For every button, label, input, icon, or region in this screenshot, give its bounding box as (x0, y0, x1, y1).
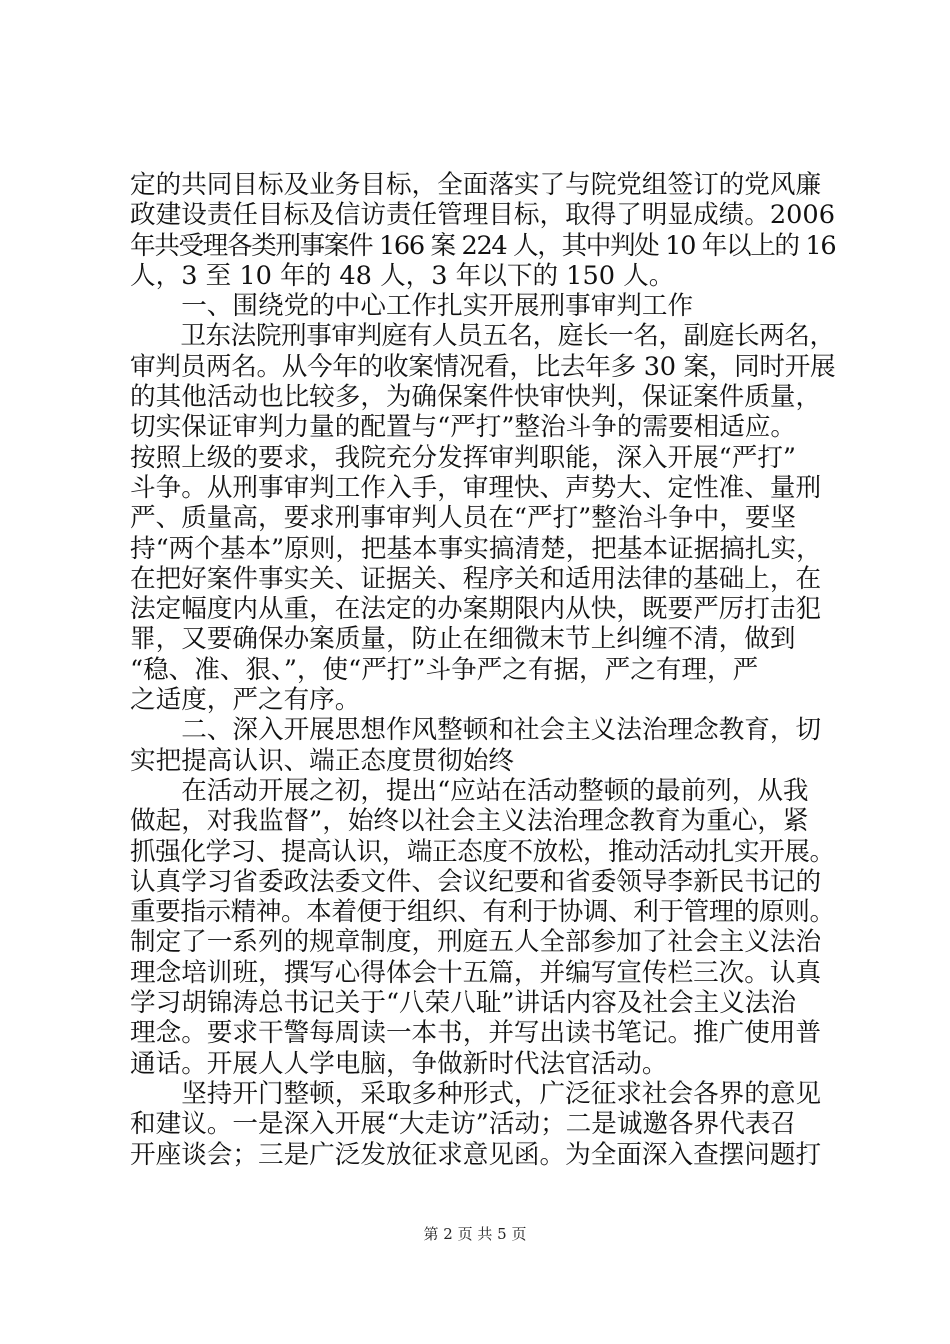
text-line: 切实保证审判力量的配置与“严打”整治斗争的需要相适应。 (130, 412, 797, 443)
document-body (130, 170, 835, 1170)
text-line: 之适度，严之有序。 (130, 685, 361, 716)
text-line: 理念培训班，撰写心得体会十五篇，并编写宣传栏三次。认真 (130, 957, 822, 988)
text-line: 重要指示精神。本着便于组织、有利于协调、利于管理的原则。 (130, 897, 835, 928)
text-line: 罪，又要确保办案质量，防止在细微末节上纠缠不清，做到 (130, 624, 796, 655)
text-line: 理念。要求干警每周读一本书，并写出读书笔记。推广使用普 (130, 1018, 822, 1049)
text-line: 制定了一系列的规章制度，刑庭五人全部参加了社会主义法治 (130, 927, 822, 958)
page-footer: 第 2 页 共 5 页 (423, 1225, 527, 1243)
text-line: “稳、准、狠、”，使“严打”斗争严之有据，严之有理，严 (130, 654, 759, 685)
text-line: 人，3 至 10 年的 48 人，3 年以下的 150 人。 (130, 260, 675, 291)
text-line: 在把好案件事实关、证据关、程序关和适用法律的基础上，在 (130, 563, 822, 594)
text-line: 学习胡锦涛总书记关于“八荣八耻”讲话内容及社会主义法治 (130, 988, 797, 1019)
text-line: 抓强化学习、提高认识，端正态度不放松，推动活动扎实开展。 (130, 836, 835, 867)
text-line: 定的共同目标及业务目标，全面落实了与院党组签订的党风廉 (130, 170, 822, 200)
text-line: 开座谈会；三是广泛发放征求意见函。为全面深入查摆问题打 (130, 1139, 822, 1170)
text-line: 按照上级的要求，我院充分发挥审判职能，深入开展“严打” (130, 442, 797, 473)
text-line: 一、围绕党的中心工作扎实开展刑事审判工作 (130, 291, 694, 322)
text-line: 政建设责任目标及信访责任管理目标，取得了明显成绩。2006 (130, 200, 835, 231)
text-line: 持“两个基本”原则，把基本事实搞清楚，把基本证据搞扎实， (130, 533, 822, 564)
text-line: 在活动开展之初，提出“应站在活动整顿的最前列，从我 (130, 775, 809, 806)
text-line: 二、深入开展思想作风整顿和社会主义法治理念教育，切 (130, 715, 822, 746)
text-line: 斗争。从刑事审判工作入手，审理快、声势大、定性准、量刑 (130, 472, 822, 503)
text-line: 年共受理各类刑事案件 166 案 224 人，其中判处 10 年以上的 16 (130, 230, 836, 261)
text-line: 实把提高认识、端正态度贯彻始终 (130, 745, 514, 776)
text-line: 的其他活动也比较多，为确保案件快审快判，保证案件质量， (130, 382, 822, 413)
text-line: 坚持开门整顿，采取多种形式，广泛征求社会各界的意见 (130, 1078, 822, 1109)
text-line: 卫东法院刑事审判庭有人员五名，庭长一名，副庭长两名， (130, 321, 835, 352)
text-line: 审判员两名。从今年的收案情况看，比去年多 30 案，同时开展 (130, 351, 836, 382)
text-line: 严、质量高，要求刑事审判人员在“严打”整治斗争中，要坚 (130, 503, 797, 534)
text-line: 做起，对我监督”，始终以社会主义法治理念教育为重心，紧 (130, 806, 809, 837)
text-line: 通话。开展人人学电脑，争做新时代法官活动。 (130, 1048, 668, 1079)
text-line: 认真学习省委政法委文件、会议纪要和省委领导李新民书记的 (130, 866, 822, 897)
text-line: 和建议。一是深入开展“大走访”活动；二是诚邀各界代表召 (130, 1109, 797, 1140)
text-line: 法定幅度内从重，在法定的办案期限内从快，既要严厉打击犯 (130, 594, 822, 625)
